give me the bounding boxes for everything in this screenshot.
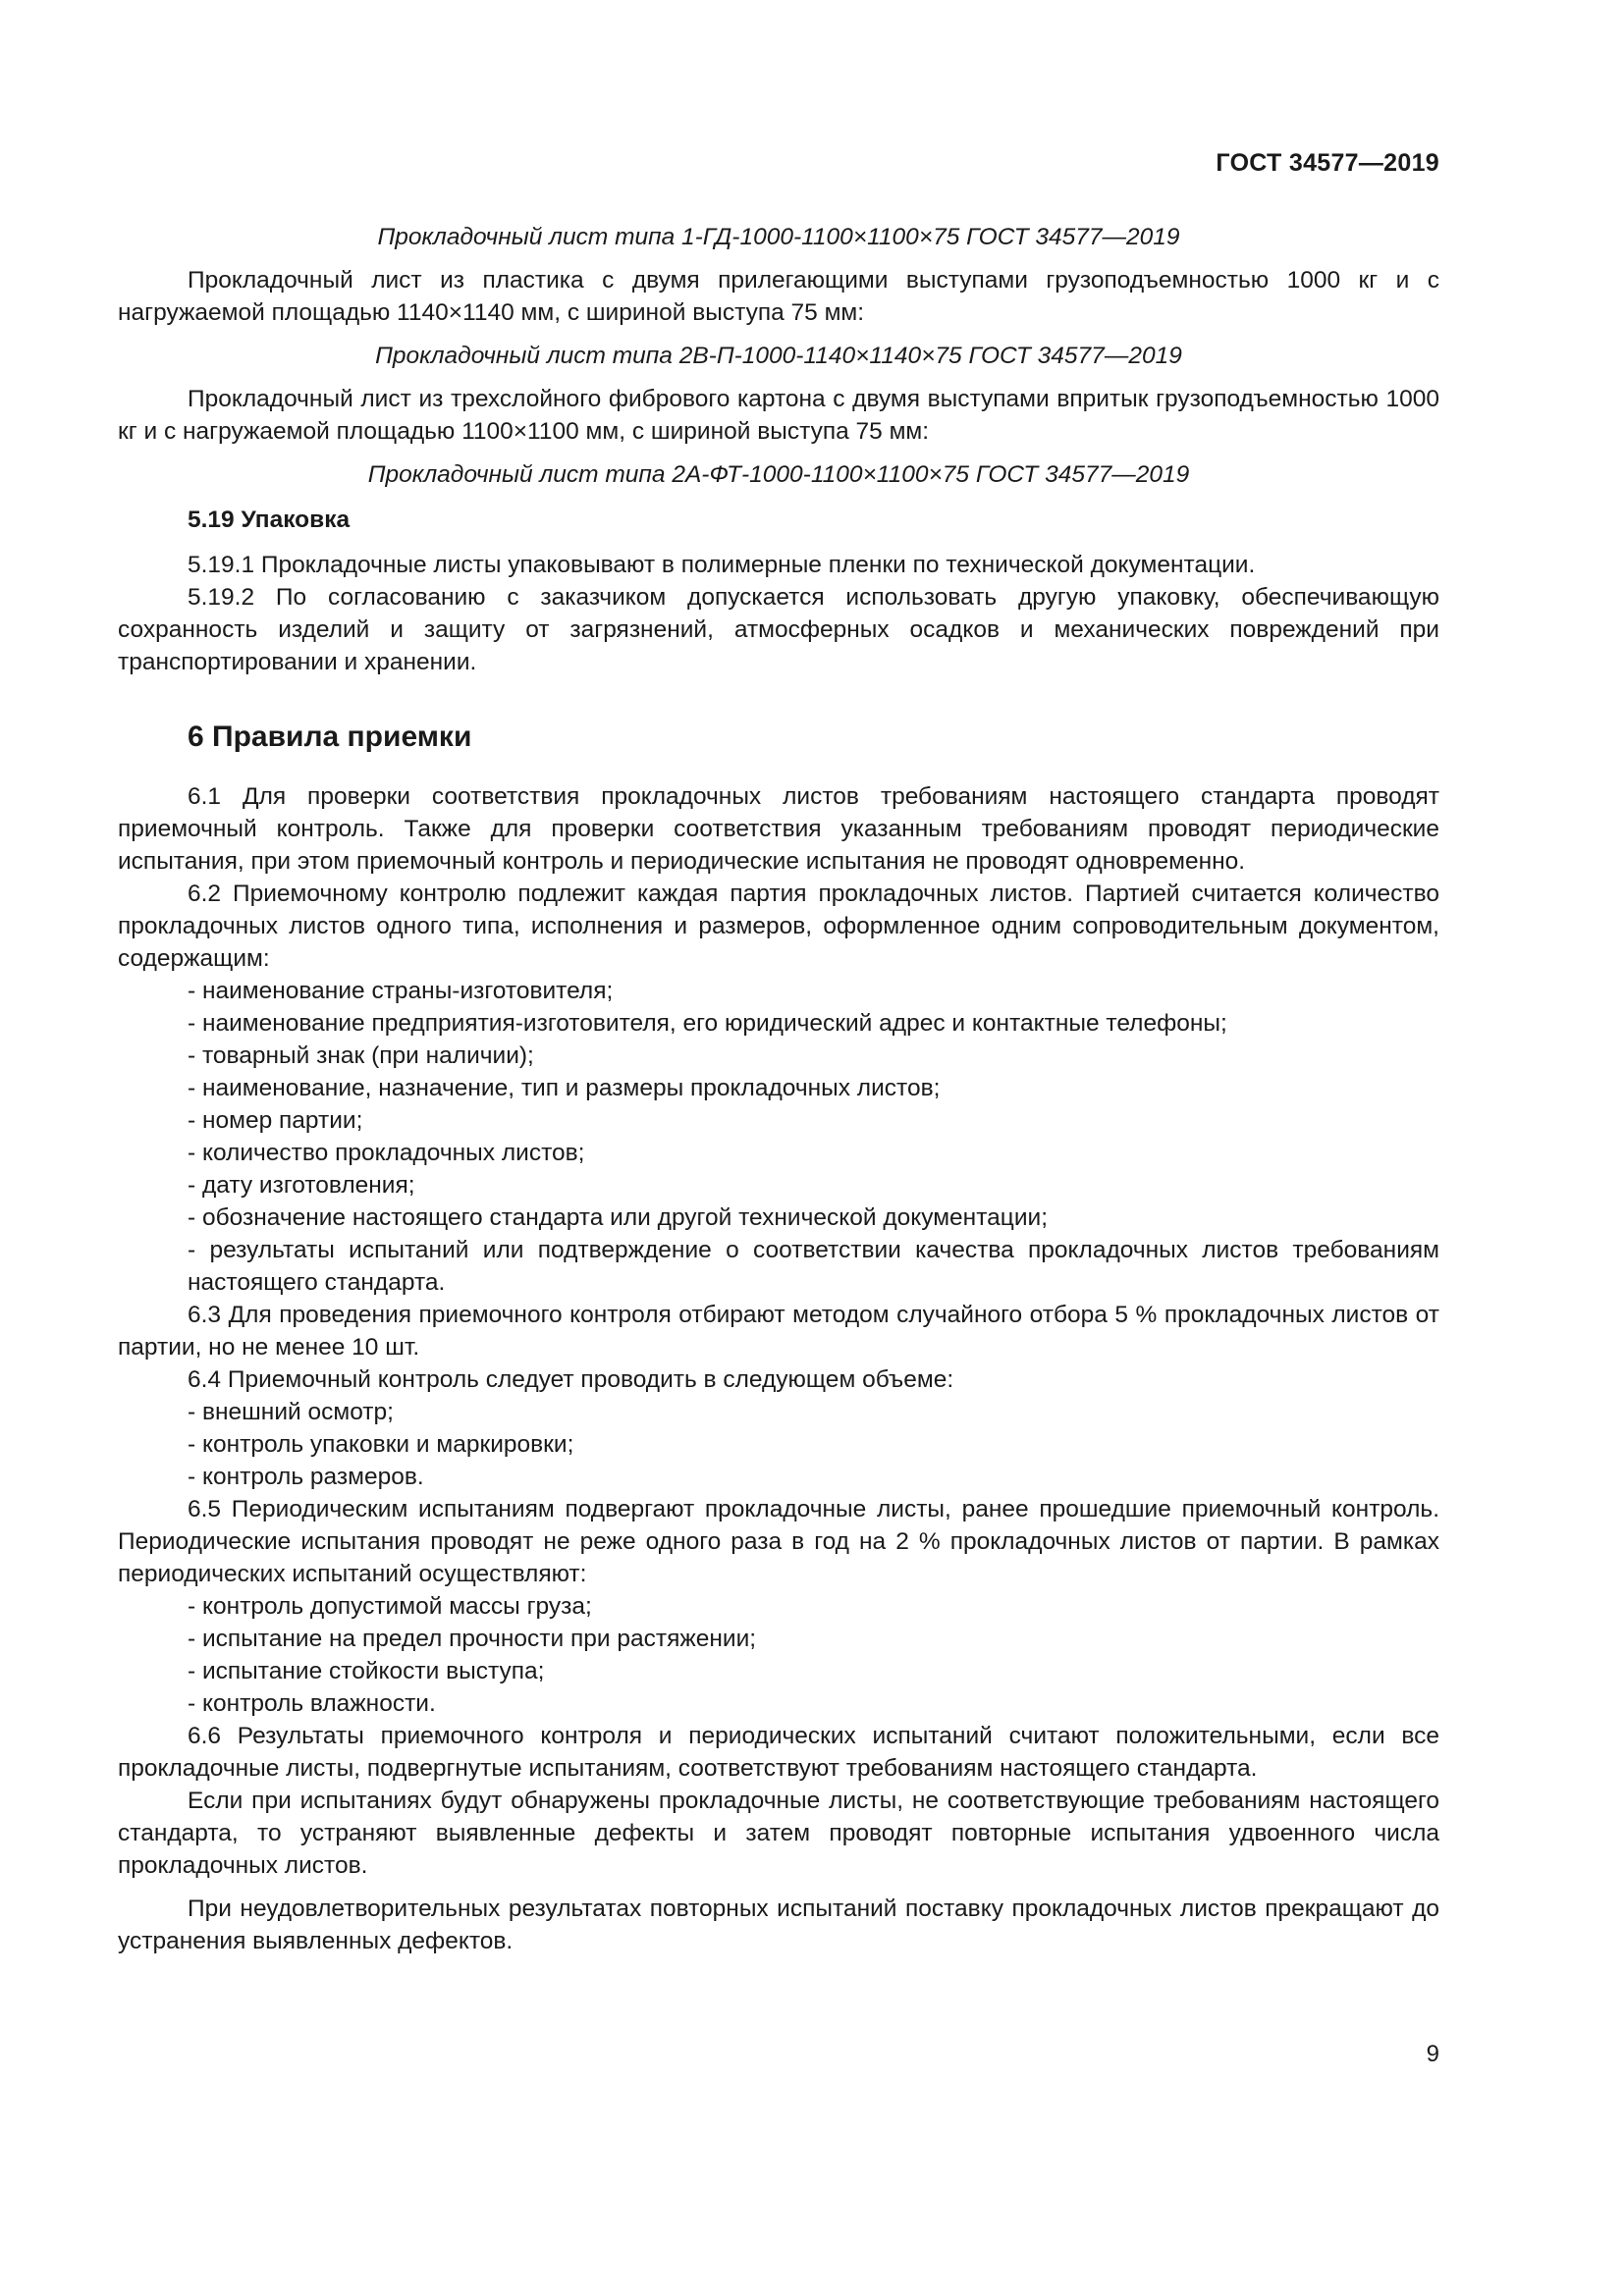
list-item: - количество прокладочных листов; [188,1140,585,1166]
list-item: - наименование страны-изготовителя; [188,978,614,1004]
clause-6-1: 6.1 Для проверки соответствия прокладочных листов требованиям настоящего стандарта проводят приемочный контроль. Также для проверки соответствия указанным требованиям проводят периодические испытания, при этом приемочный контроль и периодические испытания не проводят одновременно. [118,783,1439,875]
list-item: - внешний осмотр; [188,1399,394,1425]
clause-6-6-defects: Если при испытаниях будут обнаружены прокладочные листы, не соответствующие требованиям настоящего стандарта, то устраняют выявленные дефекты и затем проводят повторные испытания удвоенного числа прокладочных листов. [118,1788,1439,1879]
paragraph-fiberboard-sheet: Прокладочный лист из трехслойного фибрового картона с двумя выступами впритык грузоподъемностью 1000 кг и с нагружаемой площадью 1100×1100 мм, с шириной выступа 75 мм: [118,386,1439,445]
list-item: - товарный знак (при наличии); [188,1042,534,1069]
clause-6-3: 6.3 Для проведения приемочного контроля отбирают методом случайного отбора 5 % прокладочных листов от партии, но не менее 10 шт. [118,1302,1439,1361]
list-item: - наименование, назначение, тип и размеры прокладочных листов; [188,1075,941,1101]
page-number: 9 [1426,2041,1439,2067]
document-page [118,0,1439,2296]
list-item: - контроль упаковки и маркировки; [188,1431,574,1458]
list-item: - испытание стойкости выступа; [188,1658,545,1684]
list-item: - контроль размеров. [188,1464,424,1490]
example-designation-3: Прокладочный лист типа 2А-ФТ-1000-1100×1100×75 ГОСТ 34577—2019 [367,461,1190,488]
list-item: - обозначение настоящего стандарта или другой технической документации; [188,1204,1048,1231]
list-periodic-tests [118,1590,1439,1720]
list-item: - результаты испытаний или подтверждение о соответствии качества прокладочных листов требованиям настоящего стандарта. [188,1237,1439,1296]
clause-5-19-1: 5.19.1 Прокладочные листы упаковывают в полимерные пленки по технической документации. [188,552,1256,578]
list-item: - контроль влажности. [188,1690,436,1717]
document-body [118,221,1439,1957]
list-item: - испытание на предел прочности при растяжении; [188,1626,757,1652]
list-batch-document-contents [118,975,1439,1299]
clause-6-6-unsatisfactory: При неудовлетворительных результатах повторных испытаний поставку прокладочных листов прекращают до устранения выявленных дефектов. [118,1896,1439,1954]
list-item: - наименование предприятия-изготовителя, его юридический адрес и контактные телефоны; [188,1010,1227,1037]
document-code-header: ГОСТ 34577—2019 [1216,149,1439,177]
clause-6-6: 6.6 Результаты приемочного контроля и периодических испытаний считают положительными, если все прокладочные листы, подвергнутые испытаниям, соответствуют требованиям настоящего стандарта. [118,1723,1439,1782]
list-acceptance-control-scope [118,1396,1439,1493]
example-designation-2: Прокладочный лист типа 2В-П-1000-1140×1140×75 ГОСТ 34577—2019 [375,343,1182,369]
clause-6-2: 6.2 Приемочному контролю подлежит каждая партия прокладочных листов. Партией считается количество прокладочных листов одного типа, исполнения и размеров, оформленное одним сопроводительным документом, содержащим: [118,881,1439,972]
clause-6-4: 6.4 Приемочный контроль следует проводить в следующем объеме: [188,1366,954,1393]
clause-5-19-2: 5.19.2 По согласованию с заказчиком допускается использовать другую упаковку, обеспечивающую сохранность изделий и защиту от загрязнений, атмосферных осадков и механических повреждений при транспортировании и хранении. [118,584,1439,675]
clause-6-5: 6.5 Периодическим испытаниям подвергают прокладочные листы, ранее прошедшие приемочный контроль. Периодические испытания проводят не реже одного раза в год на 2 % прокладочных листов от партии. В рамках периодических испытаний осуществляют: [118,1496,1439,1587]
list-item: - дату изготовления; [188,1172,415,1199]
list-item: - номер партии; [188,1107,363,1134]
section-heading-6: 6 Правила приемки [188,721,472,753]
paragraph-plastic-sheet: Прокладочный лист из пластика с двумя прилегающими выступами грузоподъемностью 1000 кг и с нагружаемой площадью 1140×1140 мм, с шириной выступа 75 мм: [118,267,1439,326]
example-designation-1: Прокладочный лист типа 1-ГД-1000-1100×1100×75 ГОСТ 34577—2019 [377,224,1180,250]
list-item: - контроль допустимой массы груза; [188,1593,592,1620]
subsection-heading-5-19: 5.19 Упаковка [188,507,351,533]
